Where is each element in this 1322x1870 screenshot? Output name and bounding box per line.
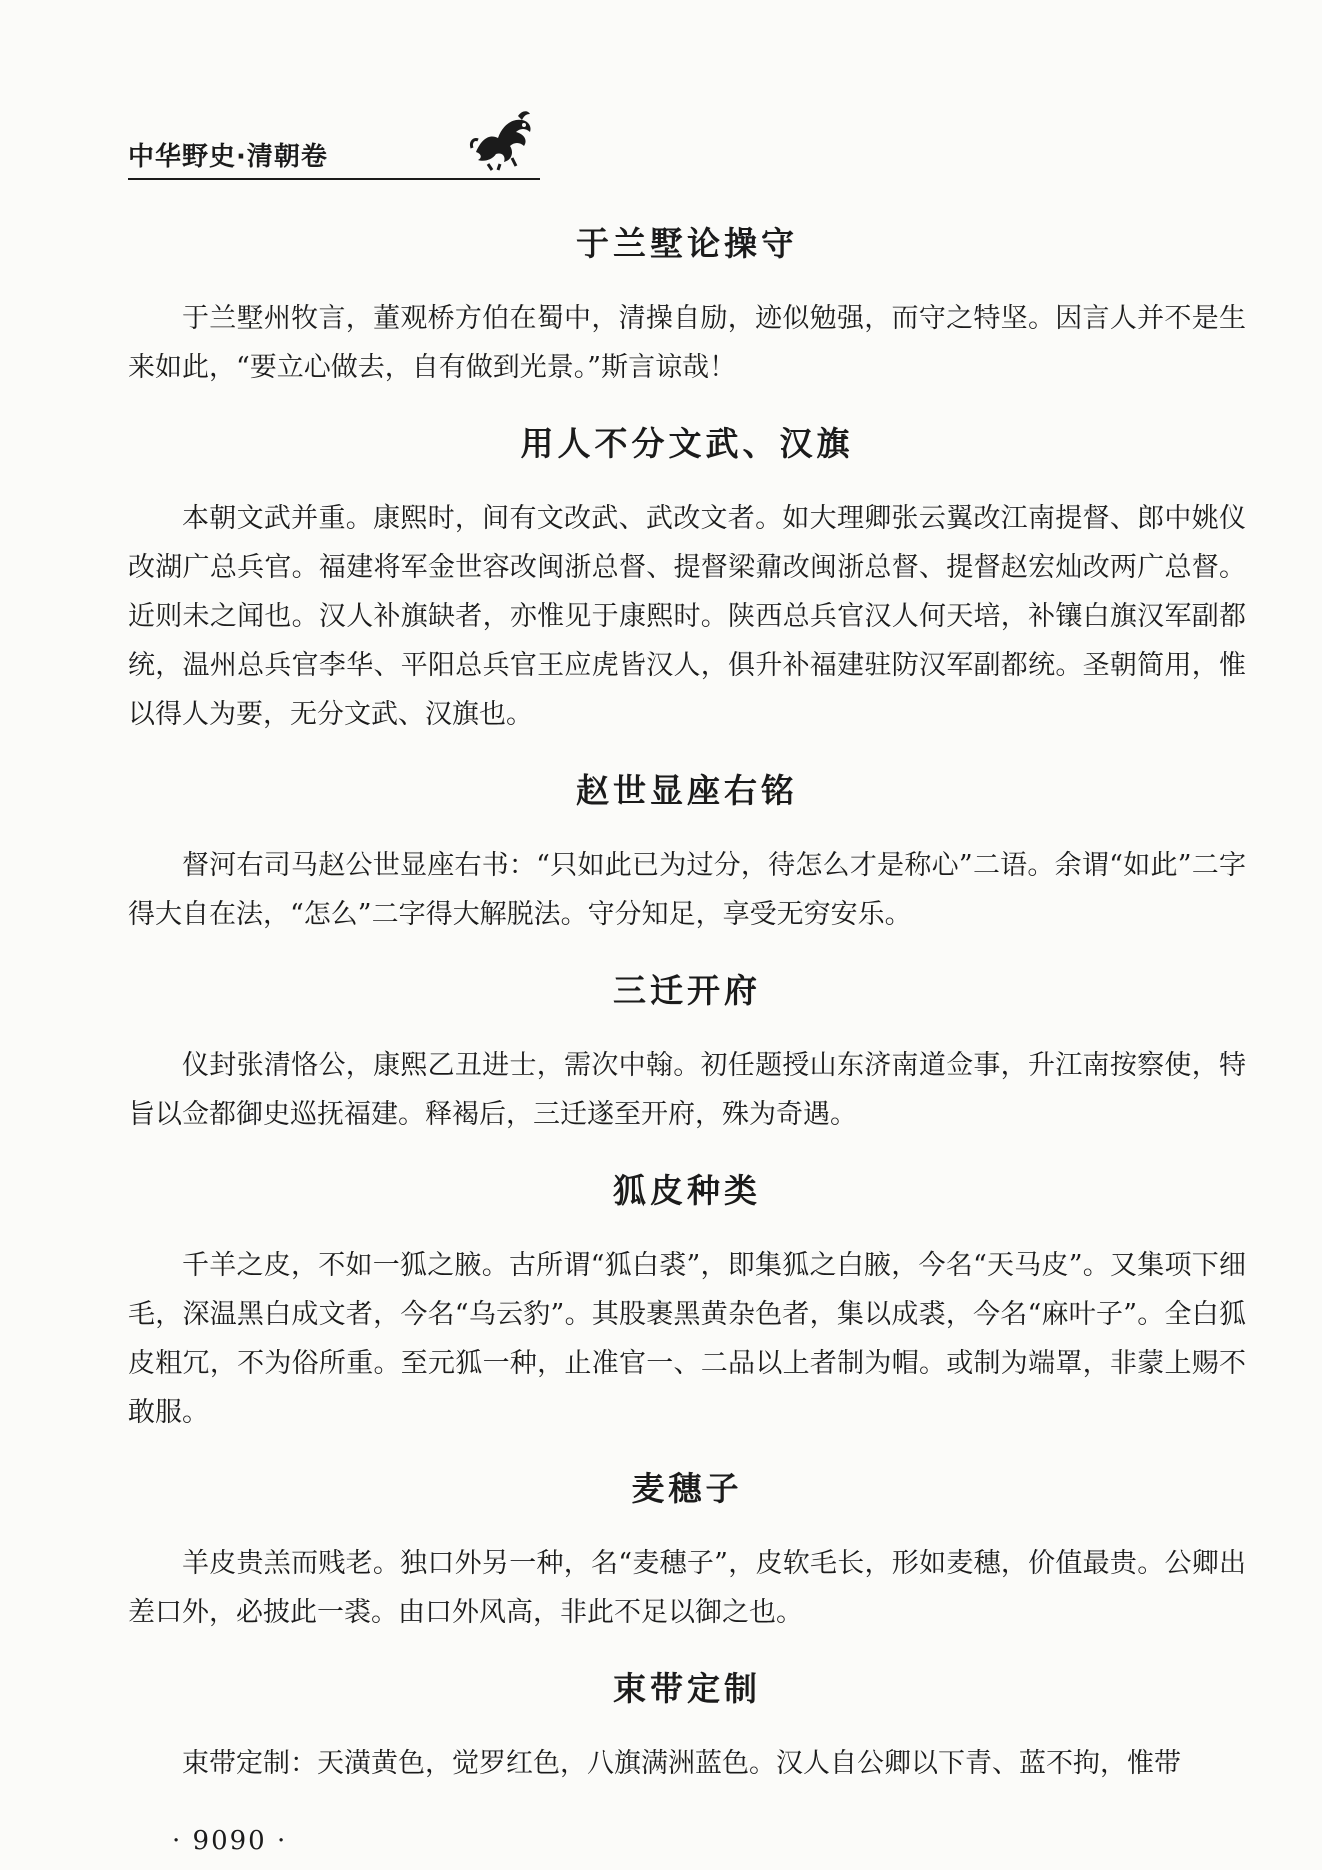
section-title: 束带定制 [613, 1669, 761, 1708]
section-body: 本朝文武并重。康熙时，间有文改武、武改文者。如大理卿张云翼改江南提督、郎中姚仪改湖广总兵官。福建将军金世容改闽浙总督、提督梁鼐改闽浙总督、提督赵宏灿改两广总督。近则未之闻也。汉人补旗缺者，亦惟见于康熙时。陕西总兵官汉人何天培，补镶白旗汉军副都统，温州总兵官李华、平阳总兵官王应虎皆汉人，俱升补福建驻防汉军副都统。圣朝简用，惟以得人为要，无分文武、汉旗也。 [128, 503, 1246, 730]
page-content [128, 222, 1246, 1788]
section-body: 仪封张清恪公，康熙乙丑进士，需次中翰。初任题授山东济南道佥事，升江南按察使，特旨以佥都御史巡抚福建。释褐后，三迁遂至开府，殊为奇遇。 [128, 1050, 1246, 1130]
running-header [128, 108, 540, 184]
header-rule [128, 178, 540, 180]
page-number: · 9090 · [172, 1826, 288, 1856]
book-title: 中华野史·清朝卷 [128, 142, 328, 172]
section-title: 于兰墅论操守 [576, 224, 798, 263]
section-body: 束带定制：天潢黄色，觉罗红色，八旗满洲蓝色。汉人自公卿以下青、蓝不拘，惟带 [182, 1748, 1181, 1779]
section-title: 用人不分文武、汉旗 [520, 424, 854, 463]
section-body: 羊皮贵羔而贱老。独口外另一种，名“麦穗子”，皮软毛长，形如麦穗，价值最贵。公卿出差口外，必披此一裘。由口外风高，非此不足以御之也。 [128, 1548, 1246, 1628]
section-title: 三迁开府 [613, 971, 761, 1010]
section-title: 狐皮种类 [613, 1171, 761, 1210]
section-title: 赵世显座右铭 [576, 771, 798, 810]
section-body: 督河右司马赵公世显座右书：“只如此已为过分，待怎么才是称心”二语。余谓“如此”二字得大自在法，“怎么”二字得大解脱法。守分知足，享受无穷安乐。 [128, 850, 1246, 930]
section-body: 于兰墅州牧言，董观桥方伯在蜀中，清操自励，迹似勉强，而守之特坚。因言人并不是生来如此，“要立心做去，自有做到光景。”斯言谅哉！ [128, 303, 1246, 383]
section-body: 千羊之皮，不如一狐之腋。古所谓“狐白裘”，即集狐之白腋，今名“天马皮”。又集项下细毛，深温黑白成文者，今名“乌云豹”。其股裹黑黄杂色者，集以成裘，今名“麻叶子”。全白狐皮粗冗，不为俗所重。至元狐一种，止准官一、二品以上者制为帽。或制为端罩，非蒙上赐不敢服。 [128, 1250, 1246, 1428]
dragon-emblem-icon [468, 108, 540, 172]
section-title: 麦穗子 [631, 1469, 743, 1508]
